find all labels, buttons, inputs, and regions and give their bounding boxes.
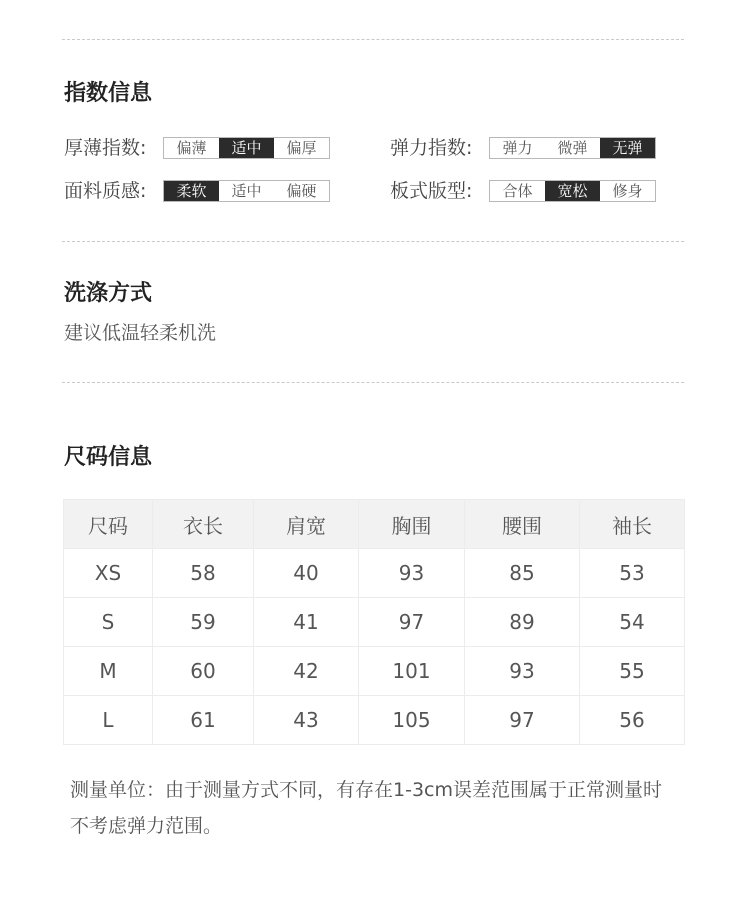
thickness-label: 厚薄指数: bbox=[64, 137, 147, 159]
table-cell: 101 bbox=[359, 647, 465, 696]
table-cell: 97 bbox=[465, 696, 580, 745]
header-chest: 胸围 bbox=[359, 500, 465, 549]
fit-options bbox=[489, 180, 656, 202]
divider-top bbox=[62, 39, 684, 40]
header-shoulder: 肩宽 bbox=[254, 500, 359, 549]
texture-label: 面料质感: bbox=[64, 180, 147, 202]
table-cell: 93 bbox=[465, 647, 580, 696]
table-cell: 93 bbox=[359, 549, 465, 598]
table-cell: 59 bbox=[153, 598, 254, 647]
header-size: 尺码 bbox=[64, 500, 153, 549]
table-cell: 56 bbox=[580, 696, 685, 745]
table-cell: M bbox=[64, 647, 153, 696]
size-table-header-row bbox=[64, 500, 685, 549]
table-cell: 41 bbox=[254, 598, 359, 647]
table-cell: XS bbox=[64, 549, 153, 598]
table-cell: 43 bbox=[254, 696, 359, 745]
thickness-options bbox=[163, 137, 330, 159]
table-cell: 54 bbox=[580, 598, 685, 647]
index-section-title: 指数信息 bbox=[64, 81, 153, 106]
table-row bbox=[64, 647, 685, 696]
fit-option-slim: 修身 bbox=[612, 182, 643, 200]
size-table bbox=[63, 499, 685, 745]
texture-option-hard: 偏硬 bbox=[286, 182, 317, 200]
table-cell: 60 bbox=[153, 647, 254, 696]
header-waist: 腰围 bbox=[465, 500, 580, 549]
wash-section-title: 洗涤方式 bbox=[64, 281, 153, 306]
fit-label: 板式版型: bbox=[390, 180, 473, 202]
fit-option-loose: 宽松 bbox=[545, 181, 600, 201]
table-cell: S bbox=[64, 598, 153, 647]
elasticity-option-stretch: 弹力 bbox=[502, 139, 533, 157]
thickness-option-thick: 偏厚 bbox=[286, 139, 317, 157]
table-cell: 55 bbox=[580, 647, 685, 696]
elasticity-label: 弹力指数: bbox=[390, 137, 473, 159]
table-row bbox=[64, 549, 685, 598]
table-cell: 42 bbox=[254, 647, 359, 696]
table-row bbox=[64, 598, 685, 647]
size-section-title: 尺码信息 bbox=[64, 445, 153, 470]
table-cell: 61 bbox=[153, 696, 254, 745]
header-length: 衣长 bbox=[153, 500, 254, 549]
fit-option-regular: 合体 bbox=[502, 182, 533, 200]
header-sleeve: 袖长 bbox=[580, 500, 685, 549]
table-cell: 105 bbox=[359, 696, 465, 745]
divider-lower bbox=[62, 382, 684, 383]
texture-option-medium: 适中 bbox=[231, 182, 262, 200]
texture-option-soft: 柔软 bbox=[164, 181, 219, 201]
divider-middle bbox=[62, 241, 684, 242]
elasticity-option-slight: 微弹 bbox=[557, 139, 588, 157]
wash-instructions: 建议低温轻柔机洗 bbox=[64, 322, 217, 344]
thickness-option-thin: 偏薄 bbox=[176, 139, 207, 157]
table-cell: 97 bbox=[359, 598, 465, 647]
table-cell: 85 bbox=[465, 549, 580, 598]
elasticity-options bbox=[489, 137, 656, 159]
elasticity-option-none: 无弹 bbox=[600, 138, 655, 158]
table-cell: 40 bbox=[254, 549, 359, 598]
table-cell: 53 bbox=[580, 549, 685, 598]
table-cell: 89 bbox=[465, 598, 580, 647]
measurement-note: 测量单位：由于测量方式不同，有存在1-3cm误差范围属于正常测量时不考虑弹力范围。 bbox=[70, 779, 662, 837]
thickness-option-medium: 适中 bbox=[219, 138, 274, 158]
table-cell: L bbox=[64, 696, 153, 745]
table-row bbox=[64, 696, 685, 745]
table-cell: 58 bbox=[153, 549, 254, 598]
texture-options bbox=[163, 180, 330, 202]
